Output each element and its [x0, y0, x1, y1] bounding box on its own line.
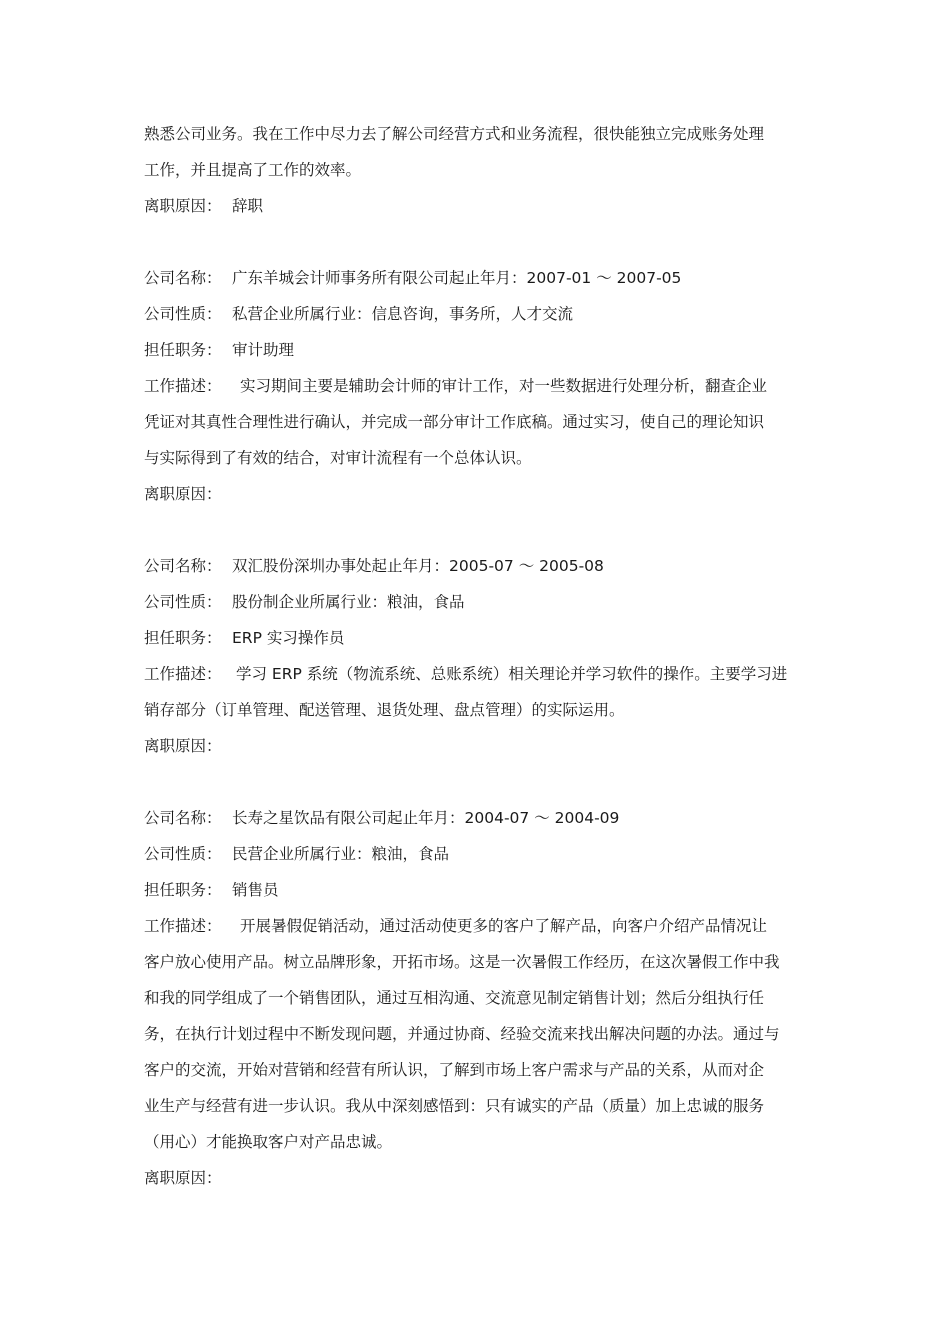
description-line: 务，在执行计划过程中不断发现问题，并通过协商、经验交流来找出解决问题的办法。通过与 [144, 1025, 780, 1043]
description-label: 工作描述： [144, 917, 222, 935]
description-line: 凭证对其真性合理性进行确认，并完成一部分审计工作底稿。通过实习，使自己的理论知识 [144, 413, 765, 431]
company-label: 公司名称： [144, 809, 222, 827]
leave-reason-label: 离职原因： [144, 197, 222, 215]
leave-reason-row [144, 188, 808, 224]
company-label: 公司名称： [144, 557, 222, 575]
nature-value: 股份制企业所属行业：粮油，食品 [232, 593, 465, 611]
description-line: 销存部分（订单管理、配送管理、退货处理、盘点管理）的实际运用。 [144, 701, 625, 719]
company-row [144, 260, 808, 296]
leave-reason-label: 离职原因： [144, 1169, 222, 1187]
position-row [144, 332, 808, 368]
position-label: 担任职务： [144, 629, 222, 647]
nature-value: 私营企业所属行业：信息咨询，事务所，人才交流 [232, 305, 574, 323]
description-line: 和我的同学组成了一个销售团队，通过互相沟通、交流意见制定销售计划；然后分组执行任 [144, 989, 765, 1007]
nature-label: 公司性质： [144, 593, 222, 611]
description-line: 与实际得到了有效的结合，对审计流程有一个总体认识。 [144, 449, 532, 467]
nature-label: 公司性质： [144, 845, 222, 863]
leave-reason-label: 离职原因： [144, 737, 222, 755]
description-row [144, 368, 808, 404]
intro-line: 工作，并且提高了工作的效率。 [144, 161, 362, 179]
leave-reason-label: 离职原因： [144, 485, 222, 503]
description-line: 开展暑假促销活动，通过活动使更多的客户了解产品，向客户介绍产品情况让 [240, 917, 768, 935]
nature-label: 公司性质： [144, 305, 222, 323]
company-label: 公司名称： [144, 269, 222, 287]
company-row [144, 548, 808, 584]
description-label: 工作描述： [144, 377, 222, 395]
description-line: 客户的交流，开始对营销和经营有所认识，了解到市场上客户需求与产品的关系，从而对企 [144, 1061, 765, 1079]
position-label: 担任职务： [144, 881, 222, 899]
company-value: 广东羊城会计师事务所有限公司起止年月：2007-01 ～ 2007-05 [232, 269, 682, 287]
company-value: 双汇股份深圳办事处起止年月：2005-07 ～ 2005-08 [232, 557, 604, 575]
description-row [144, 908, 808, 944]
position-row [144, 620, 808, 656]
position-value: ERP 实习操作员 [232, 629, 345, 647]
intro-line: 熟悉公司业务。我在工作中尽力去了解公司经营方式和业务流程，很快能独立完成账务处理 [144, 125, 765, 143]
position-label: 担任职务： [144, 341, 222, 359]
description-line: 客户放心使用产品。树立品牌形象，开拓市场。这是一次暑假工作经历，在这次暑假工作中我 [144, 953, 780, 971]
company-value: 长寿之星饮品有限公司起止年月：2004-07 ～ 2004-09 [232, 809, 620, 827]
description-line: （用心）才能换取客户对产品忠诚。 [144, 1133, 393, 1151]
description-line: 实习期间主要是辅助会计师的审计工作，对一些数据进行处理分析，翻查企业 [240, 377, 768, 395]
leave-reason-row [144, 1160, 808, 1196]
nature-row [144, 836, 808, 872]
leave-reason-row [144, 476, 808, 512]
leave-reason-value: 辞职 [232, 197, 264, 215]
description-row [144, 656, 808, 692]
position-value: 销售员 [232, 881, 279, 899]
description-line: 学习 ERP 系统（物流系统、总账系统）相关理论并学习软件的操作。主要学习进 [236, 665, 788, 683]
description-line: 业生产与经营有进一步认识。我从中深刻感悟到：只有诚实的产品（质量）加上忠诚的服务 [144, 1097, 765, 1115]
description-label: 工作描述： [144, 665, 222, 683]
position-value: 审计助理 [232, 341, 295, 359]
nature-value: 民营企业所属行业：粮油，食品 [232, 845, 450, 863]
company-row [144, 800, 808, 836]
leave-reason-row [144, 728, 808, 764]
resume-work-history [144, 116, 808, 1196]
position-row [144, 872, 808, 908]
nature-row [144, 584, 808, 620]
nature-row [144, 296, 808, 332]
